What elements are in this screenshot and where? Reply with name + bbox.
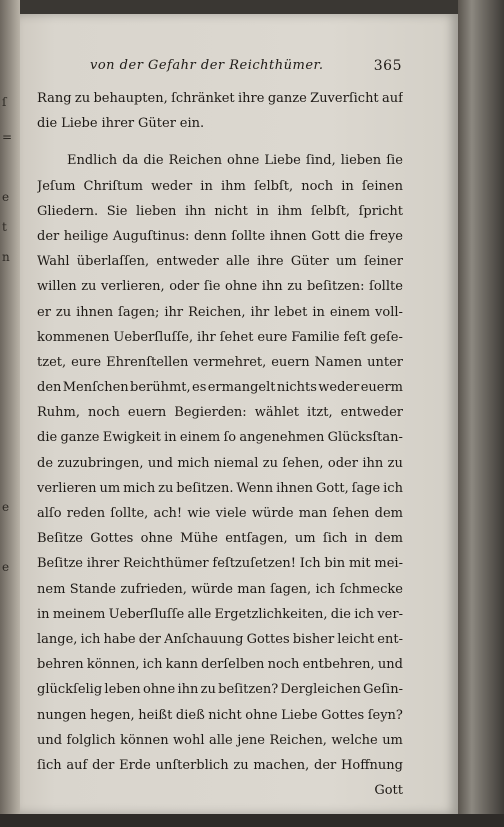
text-line: nem Stande zufrieden, würde man ſagen, ich ſchmecke xyxy=(37,581,403,597)
text-line: die ganze Ewigkeit in einem ſo angenehmen Glücksſtan- xyxy=(37,430,403,446)
text-line: de zuzubringen, und mich niemal zu ſehen, oder ihn zu xyxy=(37,455,403,471)
text-line: glückſelig leben ohne ihn zu beſitzen? Dergleichen Geſin- xyxy=(37,682,403,698)
text-line: die Liebe ihrer Güter ein. xyxy=(37,116,205,132)
margin-fragment: e xyxy=(2,190,10,204)
text-line: nungen hegen, heißt dieß nicht ohne Liebe Gottes ſeyn? xyxy=(37,707,403,723)
text-line: behren können, ich kann derſelben noch entbehren, und xyxy=(37,657,403,673)
text-line: lange, ich habe der Anſchauung Gottes bisher leicht ent- xyxy=(37,631,403,647)
text-line: der heilige Auguſtinus: denn ſollte ihnen Gott die freye xyxy=(37,228,403,244)
text-line: Ruhm, noch euern Begierden: wählet itzt, entweder xyxy=(37,405,403,421)
text-line: alſo reden ſollte, ach! wie viele würde man ſehen dem xyxy=(37,506,403,521)
right-book-edge xyxy=(458,0,504,827)
text-line: Endlich da die Reichen ohne Liebe ſind, lieben ſie xyxy=(67,153,403,169)
text-line: Gliedern. Sie lieben ihn nicht in ihm ſelbſt, ſpricht xyxy=(37,203,403,219)
running-title: von der Gefahr der Reichthümer. xyxy=(90,58,324,73)
page-number: 365 xyxy=(373,58,402,74)
paragraph-2 xyxy=(37,148,403,778)
text-line: kommenen Ueberſluſſe, ihr ſehet eure Familie feſt geſe- xyxy=(37,329,403,345)
text-line: er zu ihnen ſagen; ihr Reichen, ihr lebet in einem voll- xyxy=(37,304,403,320)
text-line: Beſitze Gottes ohne Mühe entſagen, um ſich in dem xyxy=(37,531,403,547)
margin-fragment: = xyxy=(2,130,13,144)
margin-fragment: e xyxy=(2,500,10,514)
text-line: tzet, eure Ehrenſtellen vermehret, euern Namen unter xyxy=(37,354,403,370)
text-line: Jeſum Chriſtum weder in ihm ſelbſt, noch in ſeinen xyxy=(37,178,403,194)
catchword: Gott xyxy=(374,783,403,799)
margin-fragment: n xyxy=(2,250,10,264)
margin-fragment: t xyxy=(2,220,7,234)
left-page-edge xyxy=(0,0,20,827)
text-line: und folglich können wohl alle jene Reichen, welche um xyxy=(37,732,403,748)
text-line: in meinem Ueberſluſſe alle Ergetzlichkeiten, die ich ver- xyxy=(37,606,403,622)
page-header xyxy=(90,58,402,80)
text-line: Beſitze ihrer Reichthümer feſtzuſetzen! Ich bin mit mei- xyxy=(37,556,403,572)
text-line: ſich auf der Erde unſterblich zu machen, der Hoffnung xyxy=(37,757,403,773)
text-line: verlieren um mich zu beſitzen. Wenn ihnen Gott, ſage ich xyxy=(37,480,403,496)
text-line: willen zu verlieren, oder ſie ohne ihn zu beſitzen: ſollte xyxy=(37,279,403,295)
text-line: Wahl überlaſſen, entweder alle ihre Güter um ſeiner xyxy=(37,254,403,270)
text-line: Rang zu behaupten, ſchränket ihre ganze Zuverſicht auf xyxy=(37,91,403,106)
margin-fragment: e xyxy=(2,560,10,574)
text-line: den Menſchen berühmt, es ermangelt nichts weder euerm xyxy=(37,380,403,396)
body-text xyxy=(37,86,403,803)
paragraph-1 xyxy=(37,86,403,136)
margin-fragment: ſ xyxy=(2,95,7,109)
bottom-book-edge xyxy=(0,814,504,827)
